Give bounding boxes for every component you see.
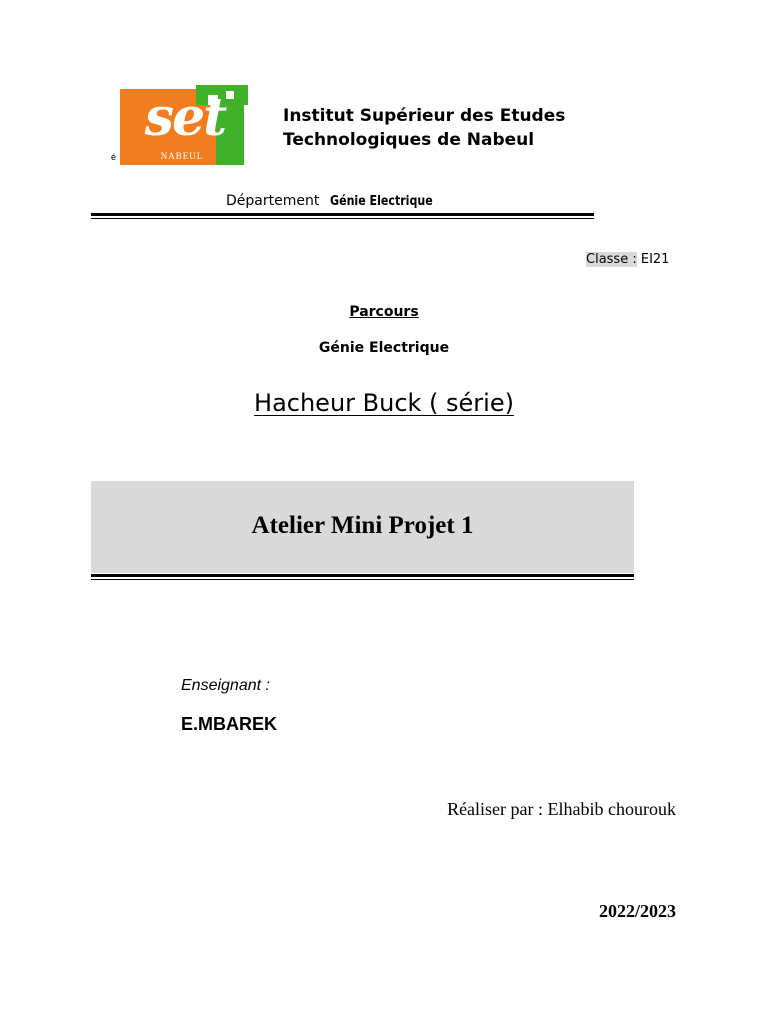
- department-rule-thin: [91, 218, 594, 219]
- teacher-label: Enseignant :: [181, 677, 270, 694]
- teacher-name: E.MBAREK: [181, 714, 278, 734]
- logo-mark-text: set: [144, 87, 226, 148]
- logo-small-char: é: [111, 152, 117, 162]
- parcours-heading: [0, 302, 768, 322]
- classe-value: EI21: [640, 252, 670, 267]
- classe-label: Classe :: [586, 252, 637, 267]
- classe-line: [586, 250, 671, 269]
- institute-line-2: Technologiques de Nabeul: [283, 130, 535, 150]
- parcours-value: Génie Electrique: [318, 340, 450, 356]
- author-line: Réaliser par : Elhabib chourouk: [447, 799, 676, 819]
- banner-rule-thin: [91, 579, 634, 580]
- academic-year: 2022/2023: [598, 901, 676, 921]
- logo-sub-text: NABEUL: [160, 151, 204, 161]
- institute-name: [283, 104, 703, 152]
- department-line: [226, 192, 451, 211]
- banner-title: Atelier Mini Projet 1: [251, 512, 474, 539]
- department-rule-thick: [91, 213, 594, 216]
- parcours-heading-text: Parcours: [349, 304, 419, 320]
- document-title: [0, 386, 768, 420]
- institute-line-1: Institut Supérieur des Etudes: [283, 106, 566, 126]
- institute-logo: [120, 85, 248, 165]
- department-value: Génie Electrique: [329, 194, 433, 209]
- department-label: Département: [226, 193, 320, 209]
- document-title-text: Hacheur Buck ( série): [254, 389, 514, 417]
- banner-rule-thick: [91, 574, 634, 577]
